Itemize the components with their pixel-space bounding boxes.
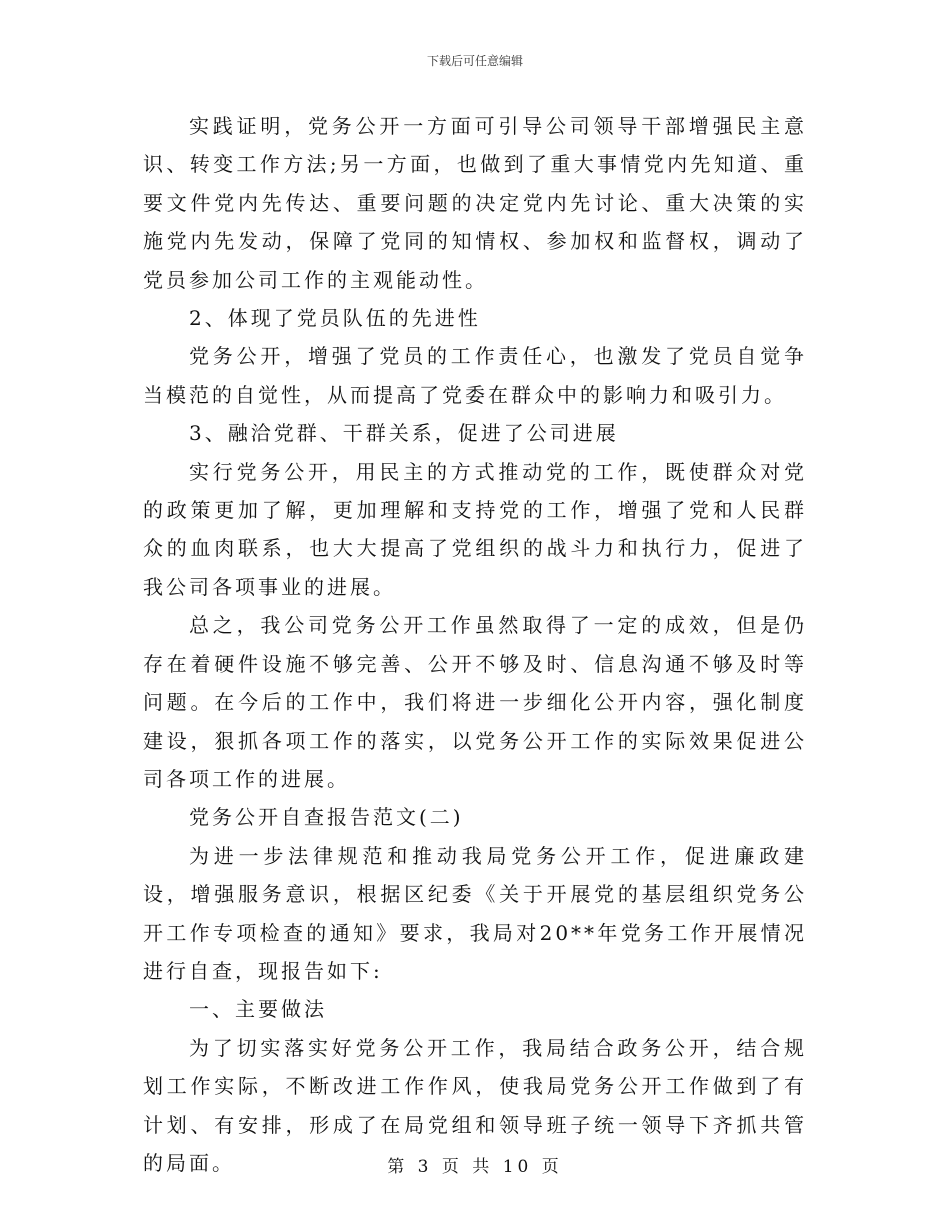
heading-main-practices: 一、主要做法 [189,997,327,1022]
paragraph-intro: 为进一步法律规范和推动我局党务公开工作，促进廉政建设，增强服务意识，根据区纪委《关于开展党的基层组织党务公开工作专项检查的通知》要求，我局对20**年党务工作开展情况进行自查，现报告如下: [143,843,807,983]
paragraph-point-3: 实行党务公开，用民主的方式推动党的工作，既使群众对党的政策更加了解，更加理解和支持党的工作，增强了党和人民群众的血肉联系，也大大提高了党组织的战斗力和执行力，促进了我公司各项事业的进展。 [143,459,807,599]
paragraph-main-practices: 为了切实落实好党务公开工作，我局结合政务公开，结合规划工作实际，不断改进工作作风，使我局党务公开工作做到了有计划、有安排，形成了在局党组和领导班子统一领导下齐抓共管的局面。 [143,1035,807,1175]
document-body [143,107,807,1182]
heading-point-3: 3、融洽党群、干群关系，促进了公司进展 [189,421,619,446]
heading-point-2: 2、体现了党员队伍的先进性 [189,306,481,331]
page-footer-page-number: 第 3 页 共 10 页 [387,1157,563,1177]
paragraph-summary: 总之，我公司党务公开工作虽然取得了一定的成效，但是仍存在着硬件设施不够完善、公开不够及时、信息沟通不够及时等问题。在今后的工作中，我们将进一步细化公开内容，强化制度建设，狠抓各项工作的落实，以党务公开工作的实际效果促进公司各项工作的进展。 [143,613,807,791]
paragraph-practice-proof: 实践证明，党务公开一方面可引导公司领导干部增强民主意识、转变工作方法;另一方面，也做到了重大事情党内先知道、重要文件党内先传达、重要问题的决定党内先讨论、重大决策的实施党内先发动，保障了党同的知情权、参加权和监督权，调动了党员参加公司工作的主观能动性。 [143,114,807,292]
page-header: 下载后可任意编辑 [426,54,523,68]
section-title-sample-2: 党务公开自查报告范文(二) [189,805,464,830]
paragraph-point-2: 党务公开，增强了党员的工作责任心，也激发了党员自觉争当模范的自觉性，从而提高了党委在群众中的影响力和吸引力。 [143,344,807,407]
